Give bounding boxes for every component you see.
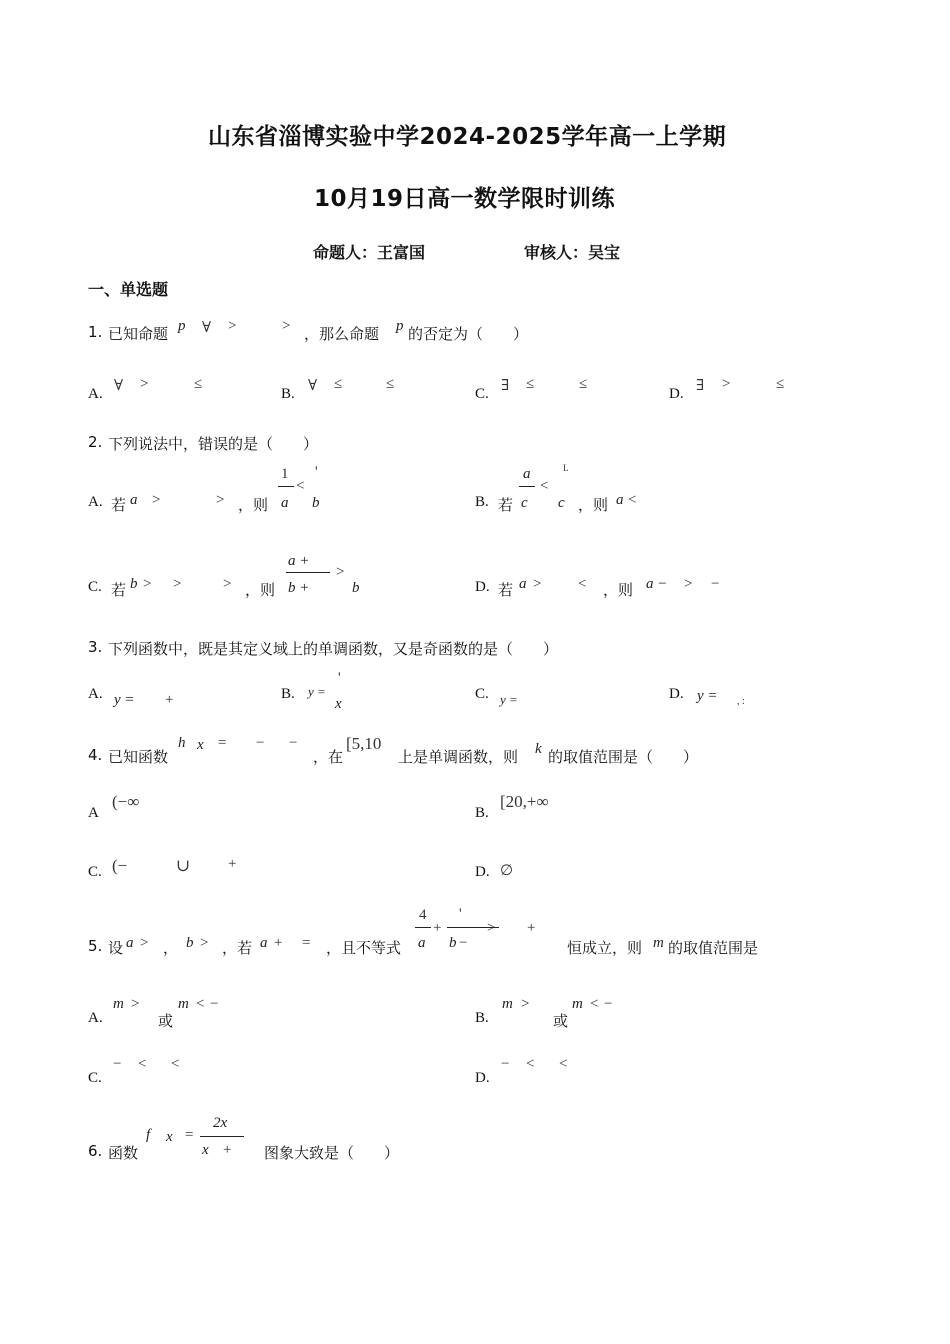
q4-d-empty: ∅ [500, 863, 514, 879]
q1-d-gt: > [722, 376, 731, 392]
q2-c-ze: ，则 [245, 581, 276, 599]
q1-d-le: ≤ [776, 376, 785, 392]
q5-b-gt: > [521, 996, 530, 1012]
q6-den-x: x [202, 1142, 209, 1158]
q6-f: f [146, 1127, 151, 1143]
q1-option-b-label[interactable]: B. [281, 386, 295, 402]
q2-a-den: a [281, 495, 289, 511]
q5-text-e: 的取值范围是 [668, 939, 759, 957]
q5-m: m [653, 935, 664, 951]
q5-d-lt1: < [526, 1056, 535, 1072]
q3-a-yeq: y = [114, 692, 135, 708]
q2-a-gt1: > [152, 492, 161, 508]
q5-d-minus: − [501, 1056, 510, 1072]
q2-c-b2: b [352, 580, 360, 596]
q3-option-b-label[interactable]: B. [281, 686, 295, 702]
q2-a-ruo: 若 [111, 496, 127, 514]
q5-a-minus: − [210, 996, 219, 1012]
q5-option-a-label[interactable]: A. [88, 1010, 103, 1026]
q3-b-x: x [335, 696, 342, 712]
q5-fraction-bar1 [415, 927, 431, 928]
q5-b-lt: < [590, 996, 599, 1012]
q6-fraction-bar [200, 1136, 244, 1137]
q3-d-yeq: y = [697, 688, 718, 704]
q2-option-b-label[interactable]: B. [475, 494, 489, 510]
q6-x: x [166, 1129, 173, 1145]
q4-option-b-label[interactable]: B. [475, 805, 489, 821]
q2-d-minus: − [711, 576, 720, 592]
q5-four: 4 [419, 907, 427, 923]
q2-b-den2: c [558, 495, 565, 511]
q3-a-plus: + [165, 692, 174, 708]
q5-a-m2: m [178, 996, 189, 1012]
q1-d-exists: ∃ [696, 378, 705, 394]
q1-b-forall: ∀ [308, 378, 318, 394]
q5-text-c: ，且不等式 [326, 939, 402, 957]
q4-k: k [535, 741, 542, 757]
q1-option-d-label[interactable]: D. [669, 386, 684, 402]
q3-b-yeq: y = [308, 684, 326, 699]
q4-text-d: 的取值范围是（ ） [548, 748, 699, 766]
q1-forall: ∀ [202, 320, 212, 336]
q2-a-gt2: > [216, 492, 225, 508]
q5-gt1: > [140, 935, 149, 951]
q1-a-le: ≤ [194, 376, 203, 392]
q2-c-num: a + [288, 553, 310, 569]
q5-eq: = [302, 935, 311, 951]
q2-option-d-label[interactable]: D. [475, 579, 490, 595]
q4-minus1: − [256, 735, 265, 751]
q5-den-minus: − [459, 935, 468, 951]
q4-option-d-label[interactable]: D. [475, 864, 490, 880]
q6-text-a: 函数 [108, 1144, 139, 1162]
q2-option-a-label[interactable]: A. [88, 494, 103, 510]
q4-number: 4. [88, 746, 103, 764]
q3-option-c-label[interactable]: C. [475, 686, 489, 702]
page-title-line2: 10月19日高一数学限时训练 [314, 186, 616, 212]
q2-c-gt4: > [336, 564, 345, 580]
q2-b-ze: ，则 [578, 496, 609, 514]
q5-d-lt2: < [559, 1056, 568, 1072]
q5-a: a [126, 935, 134, 951]
q4-eq: = [218, 735, 227, 751]
q2-c-fraction-bar [286, 572, 330, 573]
q2-a-num: 1 [281, 466, 289, 482]
q2-d-gt2: > [684, 576, 693, 592]
q2-d-aminus: a − [646, 576, 668, 592]
q5-comma1: ， [163, 939, 179, 957]
q5-a-m1: m [113, 996, 124, 1012]
q2-c-den: b + [288, 580, 310, 596]
q4-h: h [178, 735, 186, 751]
q5-text-b: ，若 [222, 939, 253, 957]
q5-gt2: > [200, 935, 209, 951]
q2-b-den: c [521, 495, 528, 511]
q2-b-num: a [523, 466, 531, 482]
q2-d-gt: > [533, 576, 542, 592]
q4-b-value: [20,+∞ [500, 792, 549, 811]
q1-text-a: 已知命题 [108, 325, 169, 343]
q3-d-dots: , : [737, 696, 745, 707]
q2-c-gt2: > [173, 576, 182, 592]
q4-a-value: (−∞ [112, 792, 140, 811]
q5-a2: a [260, 935, 268, 951]
q1-gt2: > [282, 318, 291, 334]
q2-text: 下列说法中，错误的是（ ） [108, 435, 319, 453]
q5-text-a: 设 [108, 939, 124, 957]
q2-a-fraction-bar [278, 486, 294, 487]
q5-option-d-label[interactable]: D. [475, 1070, 490, 1086]
q1-b-le: ≤ [334, 376, 343, 392]
q5-option-c-label[interactable]: C. [88, 1070, 102, 1086]
q2-b-lt2: < [628, 492, 637, 508]
q5-plus2: + [433, 920, 442, 936]
q5-b-m1: m [502, 996, 513, 1012]
q4-text-a: 已知函数 [108, 748, 169, 766]
q3-c-yeq: y = [500, 692, 518, 707]
q5-c-minus: − [113, 1056, 122, 1072]
q5-number: 5. [88, 937, 103, 955]
q5-b-or: 或 [553, 1012, 569, 1030]
q2-a-a: a [130, 492, 138, 508]
q1-a-forall: ∀ [114, 378, 124, 394]
q2-b-lt: < [540, 478, 549, 494]
q2-a-ze: ，则 [238, 496, 269, 514]
q4-option-c-label[interactable]: C. [88, 864, 102, 880]
q4-text-c: 上是单调函数，则 [398, 748, 519, 766]
q4-option-a-label[interactable]: A [88, 805, 99, 821]
q5-a-or: 或 [158, 1012, 174, 1030]
q2-d-a: a [519, 576, 527, 592]
q4-x: x [197, 737, 204, 753]
q5-den-b: b [449, 935, 457, 951]
q1-a-gt: > [140, 376, 149, 392]
q2-option-c-label[interactable]: C. [88, 579, 102, 595]
q2-b-head: L [563, 463, 569, 473]
q1-text-b: ，那么命题 [304, 325, 380, 343]
q2-b-ruo: 若 [498, 496, 514, 514]
q4-text-b: ，在 [313, 748, 344, 766]
author: 命题人：王富国 [313, 243, 426, 262]
q5-text-d: 恒成立，则 [567, 939, 643, 957]
q2-b-a: a [616, 492, 624, 508]
q4-c-union: ∪ [176, 856, 191, 875]
q2-a-apos: ' [315, 464, 318, 480]
q2-c-gt1: > [143, 576, 152, 592]
q5-b: b [186, 935, 194, 951]
q3-b-apos: ' [338, 670, 341, 686]
q2-d-ruo: 若 [498, 581, 514, 599]
q5-a-lt: < [196, 996, 205, 1012]
q2-a-lt: < [296, 478, 305, 494]
q3-option-d-label[interactable]: D. [669, 686, 684, 702]
q6-den-plus: + [223, 1142, 232, 1158]
q5-a-gt: > [131, 996, 140, 1012]
q5-b-minus: − [604, 996, 613, 1012]
q6-text-b: 图象大致是（ ） [264, 1144, 400, 1162]
q4-interval: [5,10 [346, 734, 382, 753]
q1-c-le2: ≤ [579, 376, 588, 392]
q4-c-open: (− [112, 856, 128, 875]
q3-option-a-label[interactable]: A. [88, 686, 103, 702]
q5-gt3: > [487, 920, 496, 936]
q2-c-b: b [130, 576, 138, 592]
q5-plus1: + [274, 935, 283, 951]
q5-apos: ' [459, 906, 462, 922]
q2-number: 2. [88, 433, 103, 451]
q6-eq: = [185, 1127, 194, 1143]
q2-b-fraction-bar [519, 486, 535, 487]
q1-text-c: 的否定为（ ） [408, 325, 529, 343]
reviewer: 审核人：吴宝 [524, 243, 621, 262]
q6-num: 2x [213, 1115, 228, 1131]
page-title-line1: 山东省淄博实验中学2024-2025学年高一上学期 [208, 124, 727, 150]
q5-option-b-label[interactable]: B. [475, 1010, 489, 1026]
q2-d-ze: ，则 [603, 581, 634, 599]
q4-minus2: − [289, 735, 298, 751]
q1-c-le: ≤ [526, 376, 535, 392]
q2-a-b: b [312, 495, 320, 511]
q3-text: 下列函数中，既是其定义域上的单调函数，又是奇函数的是（ ） [108, 640, 559, 658]
q1-gt1: > [228, 318, 237, 334]
q2-c-ruo: 若 [111, 581, 127, 599]
q1-number: 1. [88, 323, 103, 341]
q5-den-a: a [418, 935, 426, 951]
q1-c-exists: ∃ [501, 378, 510, 394]
q1-b-le2: ≤ [386, 376, 395, 392]
q2-d-lt: < [578, 576, 587, 592]
q5-b-m2: m [572, 996, 583, 1012]
q1-option-a-label[interactable]: A. [88, 386, 103, 402]
q5-plus3: + [527, 920, 536, 936]
q5-c-lt1: < [138, 1056, 147, 1072]
q6-number: 6. [88, 1142, 103, 1160]
q1-p: p [178, 318, 186, 334]
q4-c-plus: + [228, 856, 237, 872]
q1-p2: p [396, 318, 404, 334]
q1-option-c-label[interactable]: C. [475, 386, 489, 402]
section-title: 一、单选题 [88, 280, 169, 299]
q3-number: 3. [88, 638, 103, 656]
q5-c-lt2: < [171, 1056, 180, 1072]
q2-c-gt3: > [223, 576, 232, 592]
